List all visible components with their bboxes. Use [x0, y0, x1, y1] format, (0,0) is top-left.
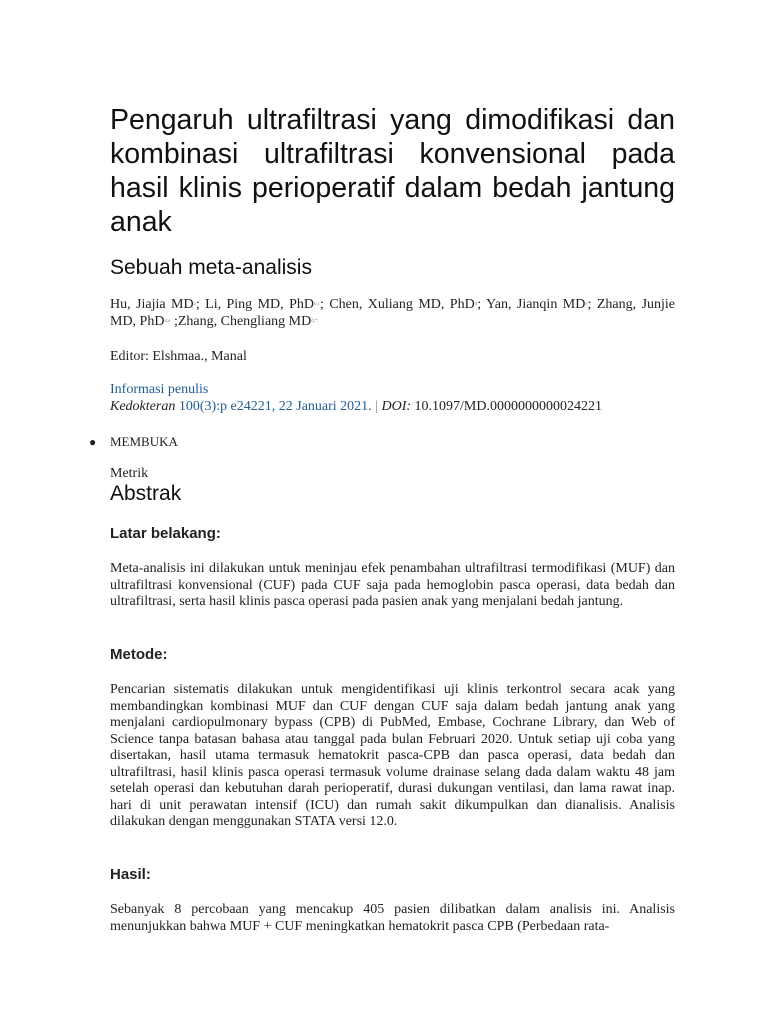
- author-name[interactable]: Zhang, Chengliang MD: [177, 314, 312, 329]
- journal-name: Kedokteran: [110, 399, 176, 414]
- article-title: Pengaruh ultrafiltrasi yang dimodifikasi dan kombinasi ultrafiltrasi konvensional pada hasil klinis perioperatif dalam bedah jantung anak: [110, 104, 675, 238]
- author-name[interactable]: Hu, Jiajia MD: [110, 297, 194, 312]
- doi-value[interactable]: 10.1097/MD.0000000000024221: [414, 399, 602, 414]
- author-affiliation: d,*: [311, 319, 318, 324]
- open-label: MEMBUKA: [110, 434, 178, 449]
- section-heading-results: Hasil:: [110, 866, 151, 883]
- section-heading-background: Latar belakang:: [110, 525, 221, 542]
- abstract-heading: Abstrak: [110, 482, 182, 505]
- author-affiliation: a: [193, 302, 196, 307]
- author-list: Hu, Jiajia $MD^a$; Li, Ping MD, PhD$^{b,c}$; Chen, Xuliang MD, PhD$^d$; Yan, Jianqin MDe; Zhang, Junjie MD, PhD$^{d,e}$ ;Zhang, Chengliang $MD^{d,*}$: [110, 297, 676, 329]
- author-affiliation: e: [585, 302, 588, 307]
- author-affiliation: b,c: [314, 302, 320, 307]
- author-info-link[interactable]: Informasi penulis: [110, 382, 209, 397]
- article-subtitle: Sebuah meta-analisis: [110, 256, 312, 279]
- citation-separator: |: [375, 399, 378, 414]
- author-affiliation: d,e: [164, 319, 171, 324]
- open-bullet-item[interactable]: [89, 433, 178, 451]
- author-affiliation: d: [474, 302, 478, 307]
- section-text-methods: Pencarian sistematis dilakukan untuk mengidentifikasi uji klinis terkontrol secara acak yang membandingkan kombinasi MUF dan CUF dengan CUF saja dalam bedah jantung anak yang menjalani cardiopulmonary bypass (CPB) di PubMed, Embase, Cochrane Library, dan Web of Science tanpa batasan bahasa atau tanggal pada bulan Februari 2020. Untuk setiap uji coba yang disertakan, hasil utama termasuk hematokrit pasca-CPB dan pasca operasi, data bedah dan ultrafiltrasi, hasil klinis pasca operasi termasuk volume drainase selang dada dalam waktu 48 jam setelah operasi dan kebutuhan darah perioperatif, durasi dukungan ventilasi, dan lama rawat inap. hari di unit perawatan intensif (ICU) dan rumah sakit dikumpulkan dan dianalisis. Analisis dilakukan dengan menggunakan STATA versi 12.0.: [110, 682, 675, 829]
- doi-label: DOI:: [381, 399, 412, 414]
- issue-link[interactable]: 100(3):p e24221, 22 Januari 2021.: [178, 399, 372, 414]
- metrics-label[interactable]: Metrik: [110, 466, 149, 481]
- author-name[interactable]: Chen, Xuliang MD, PhD: [329, 297, 475, 312]
- section-text-results: Sebanyak 8 percobaan yang mencakup 405 pasien dilibatkan dalam analisis ini. Analisis menunjukkan bahwa MUF + CUF meningkatkan hematokrit pasca CPB (Perbedaan rata-: [110, 902, 675, 934]
- section-text-background: Meta-analisis ini dilakukan untuk meninjau efek penambahan ultrafiltrasi termodifikasi (MUF) dan ultrafiltrasi konvensional (CUF) pada CUF saja pada hemoglobin pasca operasi, data bedah dan ultrafiltrasi, serta hasil klinis pasca operasi pada pasien anak yang menjalani bedah jantung.: [110, 561, 675, 609]
- section-heading-methods: Metode:: [110, 646, 168, 663]
- bullet-icon: ●: [89, 435, 97, 449]
- author-name[interactable]: Yan, Jianqin MD: [486, 297, 586, 312]
- author-name[interactable]: Zhang, Junjie MD, PhD: [110, 297, 676, 329]
- author-name[interactable]: Li, Ping MD, PhD: [205, 297, 314, 312]
- editor-line: Editor: Elshmaa., Manal: [110, 349, 247, 364]
- citation-line: [110, 398, 690, 415]
